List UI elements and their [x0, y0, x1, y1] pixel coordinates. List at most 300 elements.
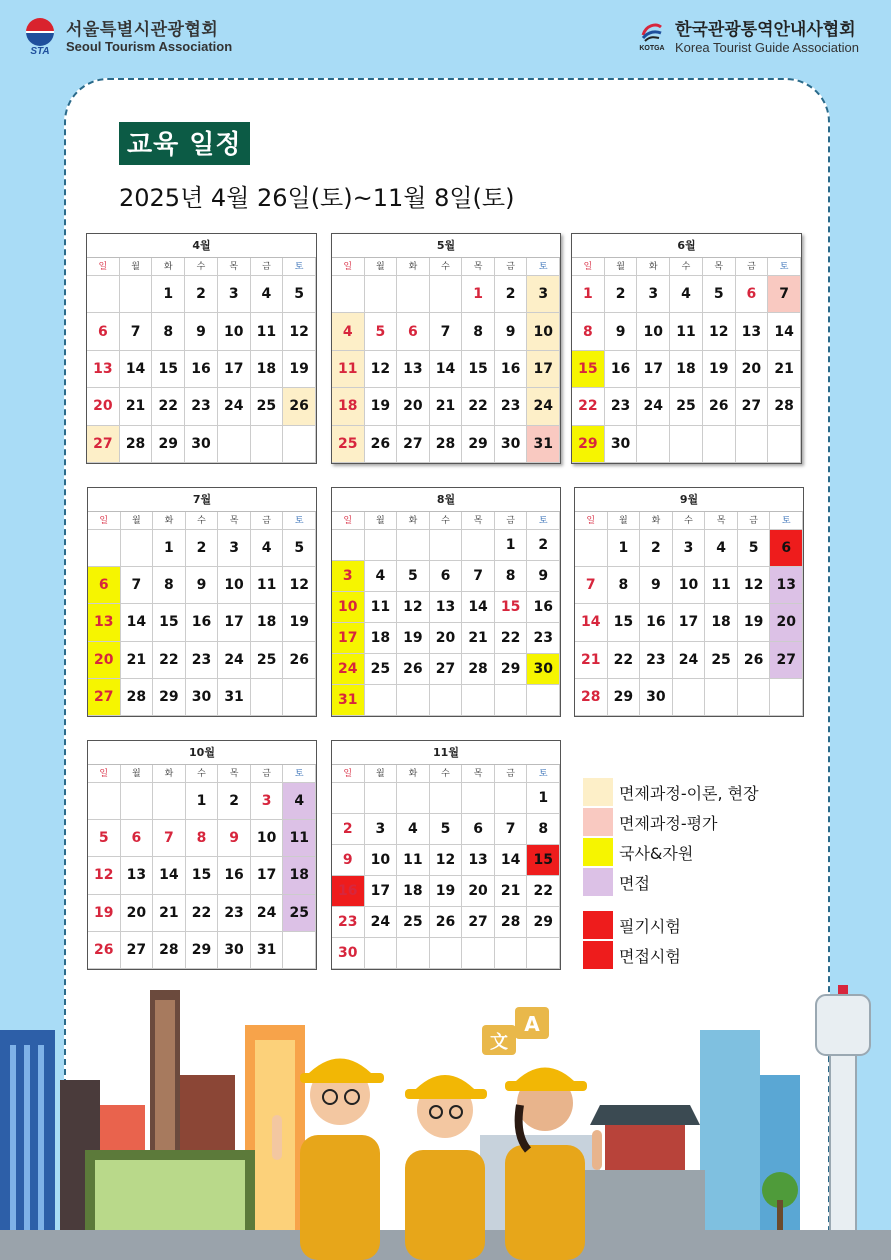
calendar-day: 24: [637, 388, 670, 425]
calendar-day: 3: [218, 276, 251, 313]
calendar-day: 6: [121, 820, 154, 857]
calendar-day: 21: [153, 895, 186, 932]
weekday-label: 목: [218, 512, 251, 530]
calendar-day: 30: [186, 679, 219, 716]
calendar-day: 22: [186, 895, 219, 932]
calendar-day: 28: [768, 388, 801, 425]
calendar-day: 9: [218, 820, 251, 857]
calendar-day: 14: [121, 604, 154, 641]
calendar-day: 25: [283, 895, 316, 932]
legend-item-interview: [583, 868, 650, 896]
calendar-day: 22: [495, 623, 528, 654]
calendar-empty-cell: [462, 685, 495, 716]
weekday-label: 월: [121, 512, 154, 530]
calendar-day: 13: [462, 845, 495, 876]
calendar-day: 20: [736, 351, 769, 388]
calendar-empty-cell: [88, 530, 121, 567]
calendar-day: 24: [527, 388, 560, 425]
weekday-label: 금: [495, 512, 528, 530]
weekday-label: 목: [218, 258, 251, 276]
calendar-empty-cell: [738, 679, 771, 716]
legend-item-evaluation: [583, 808, 718, 836]
weekday-label: 금: [495, 765, 528, 783]
weekday-label: 토: [770, 512, 803, 530]
calendar-day: 5: [88, 820, 121, 857]
calendar-day: 10: [673, 567, 706, 604]
calendar-day: 12: [738, 567, 771, 604]
legend-label: 면제과정-평가: [619, 813, 718, 833]
calendar-day: 1: [462, 276, 495, 313]
calendar-day: 7: [430, 313, 463, 350]
calendar-day: 2: [605, 276, 638, 313]
calendar-empty-cell: [527, 685, 560, 716]
calendar-day: 6: [736, 276, 769, 313]
calendar-day: 17: [365, 876, 398, 907]
calendar-day: 7: [462, 561, 495, 592]
calendar-day: 16: [332, 876, 365, 907]
calendar-month-title: 5월: [332, 234, 560, 258]
calendar-day: 4: [397, 814, 430, 845]
calendar-day: 6: [87, 313, 120, 350]
calendar-day: 1: [527, 783, 560, 814]
calendar-empty-cell: [120, 276, 153, 313]
calendar-day: 23: [218, 895, 251, 932]
weekday-label: 토: [527, 258, 560, 276]
calendar-day: 11: [365, 592, 398, 623]
gate-roof-icon: [590, 1105, 700, 1125]
calendar-day: 19: [283, 351, 316, 388]
calendar-day: 17: [673, 604, 706, 641]
calendar-day: 17: [637, 351, 670, 388]
calendar-day: 11: [251, 567, 284, 604]
calendar-day: 25: [332, 426, 365, 463]
calendar-empty-cell: [736, 426, 769, 463]
calendar-day: 7: [495, 814, 528, 845]
calendar-day: 16: [640, 604, 673, 641]
calendar-grid: [88, 512, 316, 716]
calendar-day: 23: [640, 642, 673, 679]
weekday-label: 목: [462, 765, 495, 783]
calendar-day: 3: [251, 783, 284, 820]
calendar-day: 24: [218, 642, 251, 679]
calendar-day: 16: [186, 604, 219, 641]
weekday-label: 금: [251, 258, 284, 276]
weekday-label: 금: [251, 512, 284, 530]
weekday-label: 수: [430, 258, 463, 276]
calendar-day: 14: [462, 592, 495, 623]
calendar-day: 27: [462, 907, 495, 938]
calendar-day: 3: [527, 276, 560, 313]
calendar-day: 21: [121, 642, 154, 679]
translate-glyph: 文: [490, 1032, 508, 1053]
calendar-day: 2: [218, 783, 251, 820]
weekday-label: 수: [185, 258, 218, 276]
weekday-label: 토: [527, 765, 560, 783]
calendar-day: 19: [397, 623, 430, 654]
calendar-day: 15: [462, 351, 495, 388]
calendar-grid: [332, 258, 560, 463]
calendar-empty-cell: [365, 783, 398, 814]
weekday-label: 금: [251, 765, 284, 783]
weekday-label: 월: [121, 765, 154, 783]
calendar-day: 10: [365, 845, 398, 876]
calendar-day: 16: [495, 351, 528, 388]
calendar-october: [87, 740, 317, 970]
calendar-day: 17: [332, 623, 365, 654]
header: [0, 0, 891, 80]
calendar-day: 19: [703, 351, 736, 388]
legend-item-written-exam: [583, 911, 681, 939]
calendar-day: 2: [332, 814, 365, 845]
calendar-day: 27: [770, 642, 803, 679]
calendar-day: 8: [527, 814, 560, 845]
calendar-month-title: 10월: [88, 741, 316, 765]
calendar-day: 11: [670, 313, 703, 350]
calendar-day: 25: [251, 642, 284, 679]
calendar-day: 8: [462, 313, 495, 350]
calendar-day: 22: [572, 388, 605, 425]
weekday-label: 목: [703, 258, 736, 276]
calendar-day: 11: [251, 313, 284, 350]
calendar-empty-cell: [365, 685, 398, 716]
calendar-day: 24: [332, 654, 365, 685]
calendar-day: 15: [153, 604, 186, 641]
calendar-day: 10: [637, 313, 670, 350]
calendar-empty-cell: [397, 530, 430, 561]
legend-label: 면제과정-이론, 현장: [619, 783, 759, 803]
calendar-day: 31: [332, 685, 365, 716]
calendar-empty-cell: [121, 530, 154, 567]
weekday-label: 월: [365, 765, 398, 783]
calendar-day: 22: [608, 642, 641, 679]
calendar-day: 22: [152, 388, 185, 425]
calendar-day: 28: [575, 679, 608, 716]
calendar-empty-cell: [397, 783, 430, 814]
calendar-day: 13: [88, 604, 121, 641]
calendar-empty-cell: [575, 530, 608, 567]
calendar-day: 6: [770, 530, 803, 567]
calendar-day: 2: [527, 530, 560, 561]
calendar-day: 19: [738, 604, 771, 641]
calendar-day: 9: [185, 313, 218, 350]
calendar-day: 9: [186, 567, 219, 604]
calendar-empty-cell: [218, 426, 251, 463]
calendar-day: 20: [87, 388, 120, 425]
calendar-day: 10: [251, 820, 284, 857]
calendar-empty-cell: [430, 783, 463, 814]
calendar-empty-cell: [430, 685, 463, 716]
weekday-label: 화: [397, 512, 430, 530]
calendar-month-title: 11월: [332, 741, 560, 765]
calendar-day: 30: [605, 426, 638, 463]
calendar-month-title: 6월: [572, 234, 801, 258]
calendar-day: 5: [365, 313, 398, 350]
seoul-tourism-association-logo: [22, 18, 232, 58]
calendar-day: 11: [283, 820, 316, 857]
calendar-day: 9: [527, 561, 560, 592]
calendar-day: 1: [608, 530, 641, 567]
legend-swatch: [583, 941, 613, 969]
calendar-empty-cell: [251, 679, 284, 716]
calendar-day: 20: [462, 876, 495, 907]
calendar-day: 14: [120, 351, 153, 388]
calendar-day: 1: [153, 530, 186, 567]
calendar-day: 12: [703, 313, 736, 350]
calendar-grid: [575, 512, 803, 716]
calendar-june: [571, 233, 802, 464]
calendar-empty-cell: [527, 938, 560, 969]
weekday-label: 화: [152, 258, 185, 276]
calendar-day: 3: [218, 530, 251, 567]
calendar-day: 2: [186, 530, 219, 567]
weekday-label: 토: [283, 512, 316, 530]
calendar-day: 14: [768, 313, 801, 350]
weekday-label: 화: [397, 258, 430, 276]
calendar-day: 18: [670, 351, 703, 388]
calendar-day: 21: [430, 388, 463, 425]
calendar-day: 3: [332, 561, 365, 592]
calendar-day: 23: [185, 388, 218, 425]
calendar-day: 2: [495, 276, 528, 313]
legend-item-history-resources: [583, 838, 693, 866]
weekday-label: 화: [397, 765, 430, 783]
calendar-day: 31: [218, 679, 251, 716]
calendar-grid: [87, 258, 316, 463]
calendar-day: 17: [218, 604, 251, 641]
legend-label: 면접: [619, 873, 650, 893]
calendar-april: [86, 233, 317, 464]
weekday-label: 화: [637, 258, 670, 276]
calendar-day: 21: [120, 388, 153, 425]
calendar-grid: [572, 258, 801, 463]
calendar-day: 12: [88, 857, 121, 894]
calendar-november: [331, 740, 561, 970]
calendar-day: 6: [462, 814, 495, 845]
sta-name-en: Seoul Tourism Association: [66, 39, 233, 55]
calendar-day: 26: [88, 932, 121, 969]
calendar-day: 4: [365, 561, 398, 592]
calendar-month-title: 8월: [332, 488, 560, 512]
calendar-month-title: 7월: [88, 488, 316, 512]
weekday-label: 목: [462, 258, 495, 276]
calendar-day: 24: [365, 907, 398, 938]
calendar-empty-cell: [397, 938, 430, 969]
calendar-day: 13: [430, 592, 463, 623]
calendar-empty-cell: [121, 783, 154, 820]
translate-glyph: A: [524, 1012, 540, 1036]
calendar-month-title: 4월: [87, 234, 316, 258]
calendar-empty-cell: [88, 783, 121, 820]
calendar-day: 10: [218, 567, 251, 604]
calendar-day: 29: [572, 426, 605, 463]
legend-label: 필기시험: [619, 916, 681, 936]
calendar-day: 22: [527, 876, 560, 907]
calendar-day: 29: [495, 654, 528, 685]
calendar-empty-cell: [283, 932, 316, 969]
page-title: 교육 일정: [119, 122, 250, 165]
sta-name-kr: 서울특별시관광협회: [66, 19, 219, 40]
calendar-august: [331, 487, 561, 717]
calendar-day: 12: [365, 351, 398, 388]
calendar-day: 16: [527, 592, 560, 623]
calendar-day: 12: [397, 592, 430, 623]
sta-globe-icon: STA: [22, 18, 58, 58]
legend-swatch: [583, 868, 613, 896]
calendar-day: 23: [186, 642, 219, 679]
calendar-empty-cell: [770, 679, 803, 716]
calendar-day: 29: [527, 907, 560, 938]
legend-swatch: [583, 911, 613, 939]
calendar-day: 27: [88, 679, 121, 716]
calendar-empty-cell: [365, 938, 398, 969]
calendar-day: 27: [87, 426, 120, 463]
calendar-day: 25: [251, 388, 284, 425]
calendar-day: 25: [365, 654, 398, 685]
legend-swatch: [583, 778, 613, 806]
calendar-day: 30: [640, 679, 673, 716]
calendar-day: 5: [283, 276, 316, 313]
calendar-may: [331, 233, 561, 464]
calendar-day: 23: [495, 388, 528, 425]
calendar-empty-cell: [703, 426, 736, 463]
calendar-day: 15: [527, 845, 560, 876]
weekday-label: 월: [365, 512, 398, 530]
weekday-label: 토: [768, 258, 801, 276]
calendar-empty-cell: [153, 783, 186, 820]
calendar-empty-cell: [283, 679, 316, 716]
calendar-day: 4: [251, 276, 284, 313]
calendar-day: 8: [608, 567, 641, 604]
weekday-label: 토: [283, 258, 316, 276]
weekday-label: 토: [283, 765, 316, 783]
calendar-day: 13: [770, 567, 803, 604]
calendar-day: 29: [186, 932, 219, 969]
calendar-day: 27: [397, 426, 430, 463]
calendar-day: 14: [495, 845, 528, 876]
calendar-day: 24: [251, 895, 284, 932]
calendar-day: 13: [397, 351, 430, 388]
calendar-day: 30: [185, 426, 218, 463]
weekday-label: 수: [673, 512, 706, 530]
calendar-day: 29: [462, 426, 495, 463]
kotga-name-kr: 한국관광통역안내사협회: [674, 20, 856, 40]
calendar-day: 17: [527, 351, 560, 388]
calendar-day: 11: [705, 567, 738, 604]
calendar-day: 9: [605, 313, 638, 350]
calendar-empty-cell: [637, 426, 670, 463]
calendar-grid: [88, 765, 316, 969]
calendar-day: 4: [251, 530, 284, 567]
calendar-day: 26: [365, 426, 398, 463]
legend-swatch: [583, 838, 613, 866]
calendar-day: 25: [670, 388, 703, 425]
calendar-day: 18: [251, 351, 284, 388]
calendar-september: [574, 487, 804, 717]
calendar-day: 24: [673, 642, 706, 679]
calendar-day: 3: [637, 276, 670, 313]
calendar-day: 8: [572, 313, 605, 350]
weekday-label: 금: [495, 258, 528, 276]
calendar-day: 15: [186, 857, 219, 894]
weekday-label: 목: [462, 512, 495, 530]
calendar-day: 26: [430, 907, 463, 938]
calendar-empty-cell: [332, 530, 365, 561]
calendar-day: 14: [430, 351, 463, 388]
calendar-empty-cell: [430, 276, 463, 313]
calendar-empty-cell: [283, 426, 316, 463]
calendar-day: 19: [88, 895, 121, 932]
calendar-day: 2: [185, 276, 218, 313]
weekday-label: 월: [120, 258, 153, 276]
calendar-day: 29: [152, 426, 185, 463]
calendar-day: 30: [332, 938, 365, 969]
weekday-label: 수: [670, 258, 703, 276]
weekday-label: 월: [365, 258, 398, 276]
calendar-day: 5: [397, 561, 430, 592]
calendar-empty-cell: [495, 938, 528, 969]
training-period: 2025년 4월 26일(토)~11월 8일(토): [119, 184, 515, 212]
calendar-day: 5: [283, 530, 316, 567]
calendar-day: 28: [153, 932, 186, 969]
weekday-label: 금: [738, 512, 771, 530]
calendar-day: 15: [608, 604, 641, 641]
calendar-day: 25: [397, 907, 430, 938]
calendar-day: 13: [121, 857, 154, 894]
calendar-grid: [332, 512, 560, 716]
calendar-day: 21: [462, 623, 495, 654]
calendar-day: 15: [572, 351, 605, 388]
tour-guide-2-icon: [405, 1075, 487, 1260]
calendar-empty-cell: [397, 276, 430, 313]
calendar-day: 27: [121, 932, 154, 969]
weekday-label: 목: [218, 765, 251, 783]
calendar-day: 17: [251, 857, 284, 894]
calendar-day: 7: [120, 313, 153, 350]
calendar-empty-cell: [495, 783, 528, 814]
calendar-day: 26: [703, 388, 736, 425]
calendar-day: 5: [430, 814, 463, 845]
calendar-empty-cell: [495, 685, 528, 716]
calendar-day: 8: [495, 561, 528, 592]
weekday-label: 일: [572, 258, 605, 276]
weekday-label: 목: [705, 512, 738, 530]
weekday-label: 일: [332, 258, 365, 276]
calendar-day: 26: [283, 642, 316, 679]
calendar-day: 23: [332, 907, 365, 938]
calendar-day: 23: [605, 388, 638, 425]
calendar-empty-cell: [673, 679, 706, 716]
calendar-day: 3: [365, 814, 398, 845]
calendar-day: 12: [430, 845, 463, 876]
calendar-day: 22: [462, 388, 495, 425]
calendar-month-title: 9월: [575, 488, 803, 512]
calendar-empty-cell: [430, 938, 463, 969]
kotga-name-en: Korea Tourist Guide Association: [674, 40, 859, 56]
calendar-day: 18: [283, 857, 316, 894]
weekday-label: 수: [186, 765, 219, 783]
weekday-label: 수: [186, 512, 219, 530]
calendar-day: 9: [640, 567, 673, 604]
calendar-day: 5: [738, 530, 771, 567]
calendar-day: 1: [186, 783, 219, 820]
calendar-day: 20: [121, 895, 154, 932]
calendar-day: 20: [397, 388, 430, 425]
calendar-day: 18: [251, 604, 284, 641]
weekday-label: 일: [332, 765, 365, 783]
calendar-day: 16: [218, 857, 251, 894]
weekday-label: 수: [430, 512, 463, 530]
calendar-day: 27: [430, 654, 463, 685]
